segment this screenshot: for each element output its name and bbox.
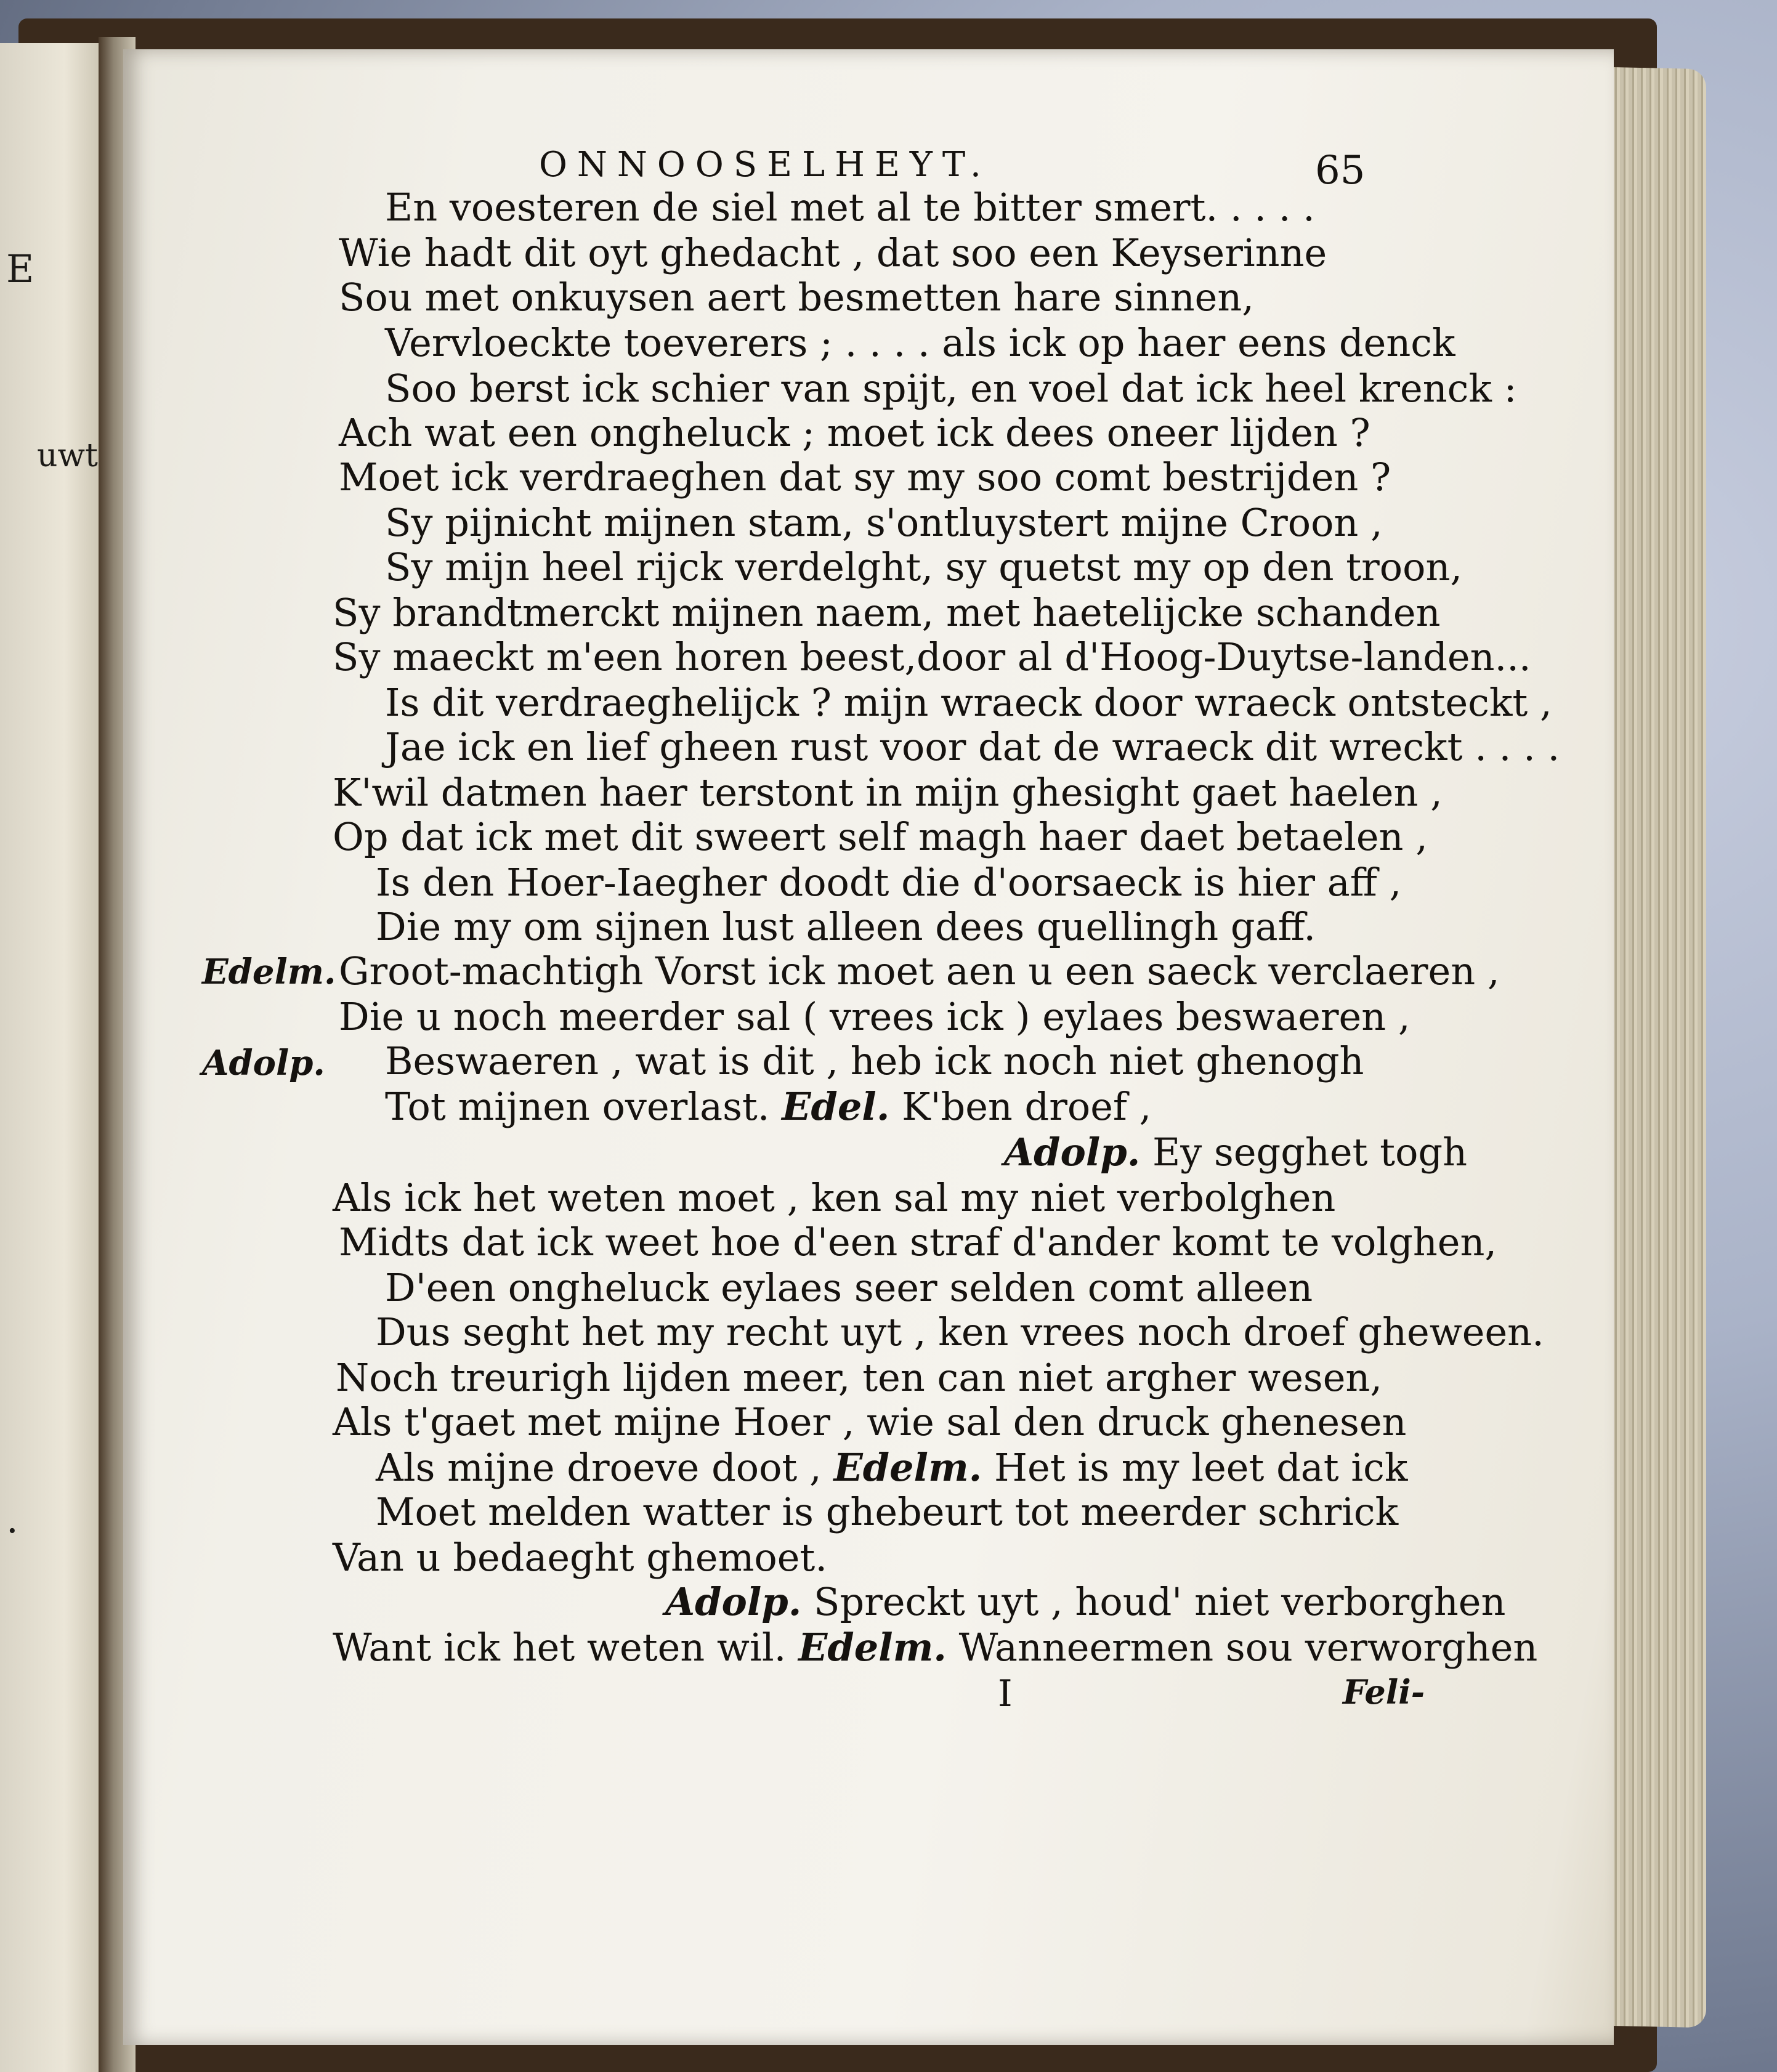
left-page bbox=[0, 43, 108, 2072]
speaker-adolp: Adolp. bbox=[1004, 1130, 1141, 1175]
page-number: 65 bbox=[1315, 148, 1366, 193]
verse-line: Groot-machtigh Vorst ick moet aen u een saeck verclaeren , bbox=[339, 949, 1500, 994]
verse-line: Als t'gaet met mijne Hoer , wie sal den druck ghenesen bbox=[333, 1399, 1407, 1444]
verse-line: Als ick het weten moet , ken sal my niet verbolghen bbox=[333, 1175, 1336, 1220]
verse-line: Van u bedaeght ghemoet. bbox=[333, 1535, 828, 1580]
speaker-edelm: Edelm. bbox=[798, 1625, 947, 1670]
verse-text: Tot mijnen overlast. bbox=[385, 1084, 770, 1129]
signature-mark: I bbox=[998, 1672, 1013, 1715]
verse-line: D'een ongheluck eylaes seer selden comt alleen bbox=[385, 1265, 1313, 1310]
verse-text: Want ick het weten wil. bbox=[333, 1625, 787, 1670]
left-page-fragment: . bbox=[6, 1497, 18, 1542]
verse-line: Sou met onkuysen aert besmetten hare sinnen, bbox=[339, 275, 1255, 320]
verse-line: Jae ick en lief gheen rust voor dat de wraeck dit wreckt . . . . bbox=[385, 724, 1560, 769]
verse-text: Het is my leet dat ick bbox=[994, 1445, 1408, 1490]
verse-line: Vervloeckte toeverers ; . . . . als ick op haer eens denck bbox=[385, 320, 1455, 365]
running-title: ONNOOSELHEYT. bbox=[539, 145, 991, 185]
verse-line bbox=[333, 1625, 1538, 1670]
verse-line: Sy maeckt m'een horen beest,door al d'Hoog-Duytse-landen... bbox=[333, 634, 1531, 679]
verse-line bbox=[376, 1445, 1408, 1490]
speaker-edel: Edel. bbox=[782, 1084, 890, 1129]
verse-line: Soo berst ick schier van spijt, en voel dat ick heel krenck : bbox=[385, 366, 1517, 411]
verse-line: En voesteren de siel met al te bitter smert. . . . . bbox=[385, 185, 1315, 230]
left-page-fragment: uwt bbox=[37, 437, 98, 474]
verse-line: Midts dat ick weet hoe d'een straf d'ander komt te volghen, bbox=[339, 1220, 1497, 1265]
book-page bbox=[123, 49, 1614, 2045]
verse-line: Ach wat een ongheluck ; moet ick dees oneer lijden ? bbox=[339, 410, 1370, 455]
verse-line: Wie hadt dit oyt ghedacht , dat soo een Keyserinne bbox=[339, 230, 1327, 275]
verse-line: Noch treurigh lijden meer, ten can niet argher wesen, bbox=[336, 1355, 1383, 1400]
verse-line: Die my om sijnen lust alleen dees quellingh gaff. bbox=[376, 904, 1316, 949]
speaker-edelm: Edelm. bbox=[202, 952, 336, 992]
verse-line bbox=[385, 1084, 1152, 1129]
verse-line: Is dit verdraeghelijck ? mijn wraeck door wraeck ontsteckt , bbox=[385, 680, 1552, 725]
speaker-adolp: Adolp. bbox=[202, 1043, 325, 1083]
verse-line bbox=[665, 1579, 1506, 1624]
verse-line: Sy brandtmerckt mijnen naem, met haetelijcke schanden bbox=[333, 590, 1441, 635]
verse-line: Dus seght het my recht uyt , ken vrees noch droef gheween. bbox=[376, 1309, 1544, 1354]
verse-line: Op dat ick met dit sweert self magh haer daet betaelen , bbox=[333, 814, 1428, 859]
left-page-fragment: E bbox=[6, 246, 34, 291]
verse-line: Beswaeren , wat is dit , heb ick noch niet ghenogh bbox=[385, 1038, 1364, 1083]
verse-line: Is den Hoer-Iaegher doodt die d'oorsaeck is hier aff , bbox=[376, 860, 1402, 905]
verse-text: K'ben droef , bbox=[902, 1084, 1152, 1129]
speaker-edelm: Edelm. bbox=[833, 1445, 982, 1490]
verse-text: Wanneermen sou verworghen bbox=[958, 1625, 1538, 1670]
catchword: Feli- bbox=[1343, 1672, 1425, 1712]
verse-line: K'wil datmen haer terstont in mijn ghesight gaet haelen , bbox=[333, 770, 1443, 815]
speaker-adolp: Adolp. bbox=[665, 1579, 802, 1624]
verse-line: Sy pijnicht mijnen stam, s'ontluystert mijne Croon , bbox=[385, 500, 1383, 545]
verse-line: Moet ick verdraeghen dat sy my soo comt bestrijden ? bbox=[339, 455, 1391, 500]
verse-text: Als mijne droeve doot , bbox=[376, 1445, 822, 1490]
verse-line: Moet melden watter is ghebeurt tot meerder schrick bbox=[376, 1489, 1399, 1534]
verse-text: Ey segghet togh bbox=[1152, 1130, 1468, 1175]
verse-line bbox=[1004, 1130, 1468, 1175]
verse-line: Sy mijn heel rijck verdelght, sy quetst my op den troon, bbox=[385, 544, 1463, 589]
verse-line: Die u noch meerder sal ( vrees ick ) eylaes beswaeren , bbox=[339, 994, 1411, 1039]
verse-text: Spreckt uyt , houd' niet verborghen bbox=[814, 1579, 1506, 1624]
